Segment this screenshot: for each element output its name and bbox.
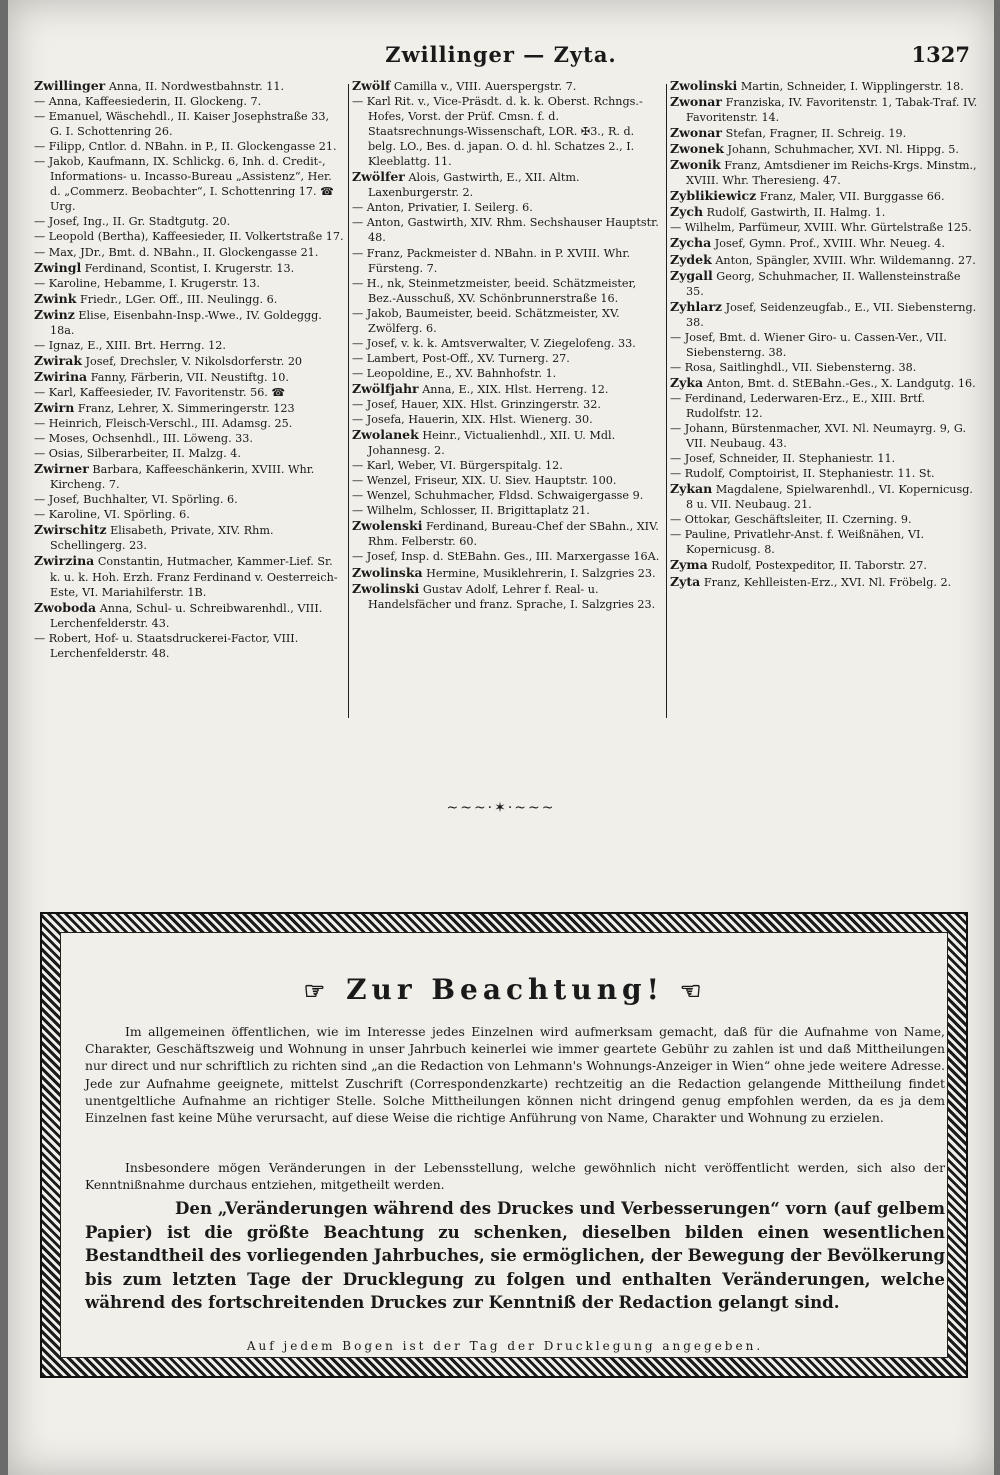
entry-details: — Emanuel, Wäschehdl., II. Kaiser Josephstraße 33, G. I. Schottenring 26. [34,110,330,139]
entry-details: Franz, Lehrer, X. Simmeringerstr. 123 [77,401,295,415]
directory-entry [34,291,344,307]
entry-details: — Karl, Kaffeesieder, IV. Favoritenstr. 56. ☎ [34,385,286,399]
directory-entry [352,276,662,306]
entry-details: — Wilhelm, Schlosser, II. Brigittaplatz 21. [352,504,590,518]
entry-details: Rudolf, Postexpeditor, II. Taborstr. 27. [711,559,927,573]
directory-entry [34,522,344,553]
entry-surname: Zykan [670,481,713,497]
entry-surname: Zwölf [352,78,391,93]
entry-details: — Anton, Privatier, I. Seilerg. 6. [352,201,533,215]
page-number: 1327 [911,42,970,67]
directory-entry [670,235,980,251]
directory-entry [670,512,980,527]
directory-entry [352,366,662,381]
directory-entry [34,139,344,154]
entry-surname: Zwirner [34,461,89,477]
directory-entry [670,78,980,94]
entry-details: Elisabeth, Private, XIV. Rhm. Schellingerg. 23. [50,524,274,553]
entry-surname: Zych [670,204,704,220]
entry-details: — Wilhelm, Parfümeur, XVIII. Whr. Gürtelstraße 125. [670,221,972,235]
directory-entry [670,330,980,360]
entry-details: — Jakob, Baumeister, beeid. Schätzmeister, XV. Zwölferg. 6. [352,306,620,335]
directory-entry [34,260,344,276]
entry-details: — Wenzel, Schuhmacher, Fldsd. Schwaigergasse 9. [352,489,644,503]
directory-entry [670,421,980,451]
entry-details: — Josef, Insp. d. StEBahn. Ges., III. Marxergasse 16A. [352,550,660,564]
directory-entry [34,446,344,461]
entry-details: Anna, II. Nordwestbahnstr. 11. [108,80,285,93]
directory-entry [352,458,662,473]
entry-surname: Zwolinski [352,580,420,596]
entry-details: — Leopoldine, E., XV. Bahnhofstr. 1. [352,366,557,380]
directory-entry [34,400,344,416]
entry-surname: Zwingl [34,259,82,275]
directory-entry [352,473,662,488]
entry-details: — Robert, Hof- u. Staatsdruckerei-Factor, VIII. Lerchenfelderstr. 48. [34,631,299,660]
column-3 [670,78,980,728]
entry-surname: Zwirina [34,368,88,384]
entry-details: Franz, Maler, VII. Burggasse 66. [759,190,945,204]
directory-entry [670,375,980,391]
entry-details: — Josef, v. k. k. Amtsverwalter, V. Ziegelofeng. 33. [352,336,636,350]
directory-entry [352,565,662,581]
entry-surname: Zwillinger [34,78,106,93]
entry-surname: Zwirn [34,399,75,415]
entry-surname: Zyta [670,573,701,589]
notice-footer: Auf jedem Bogen ist der Tag der Drucklegung angegeben. [246,1339,764,1353]
directory-entry [670,157,980,188]
directory-entry [670,125,980,141]
entry-details: — Karl Rit. v., Vice-Präsdt. d. k. k. Oberst. Rchngs.-Hofes, Vorst. der Prüf. Cmsn. f. d. Staatsrechnungs-Wissenschaft, LOR. ✠3., R. d. belg. LO., Bes. d. japan. O. d. hl. Schatzes 2., I. Kleeblattg. 11. [352,95,643,169]
entry-details: Franz, Amtsdiener im Reichs-Krgs. Minstm., XVIII. Whr. Theresieng. 47. [686,159,977,188]
directory-entry [670,360,980,375]
entry-surname: Zyka [670,374,704,390]
entry-details: — Ottokar, Geschäftsleiter, II. Czerning. 9. [670,513,912,527]
notice-paragraph-2: Insbesondere mögen Veränderungen in der Lebensstellung, welche gewöhnlich nicht veröffentlicht werden, sich also der Kenntnißnahme durchaus entziehen, mitgetheilt werden. [85,1160,945,1193]
entry-details: Martin, Schneider, I. Wipplingerstr. 18. [740,80,964,93]
entry-details: — Ignaz, E., XIII. Brt. Herrng. 12. [34,338,226,352]
directory-entry [352,351,662,366]
entry-details: — Rudolf, Comptoirist, II. Stephaniestr. 11. St. [670,467,935,481]
entry-details: — Josefa, Hauerin, XIX. Hlst. Wienerg. 30. [352,413,593,427]
directory-entry [352,246,662,276]
directory-entry [352,503,662,518]
entry-details: Anna, E., XIX. Hlst. Herreng. 12. [422,382,609,396]
entry-details: Anton, Bmt. d. StEBahn.-Ges., X. Landgutg. 16. [706,376,976,390]
entry-details: — Anton, Gastwirth, XIV. Rhm. Sechshauser Hauptstr. 48. [352,216,659,245]
directory-entry [34,94,344,109]
entry-surname: Zyma [670,557,708,573]
entry-details: — Josef, Hauer, XIX. Hlst. Grinzingerstr. 32. [352,397,601,411]
entry-surname: Zwoboda [34,599,97,615]
entry-details: — Osias, Silberarbeiter, II. Malzg. 4. [34,447,241,461]
entry-details: Gustav Adolf, Lehrer f. Real- u. Handelsfächer und franz. Sprache, I. Salzgries 23. [368,582,656,611]
directory-entry [670,299,980,330]
directory-entry [34,600,344,631]
directory-entry [34,154,344,214]
entry-details: — Ferdinand, Lederwaren-Erz., E., XIII. Brtf. Rudolfstr. 12. [670,391,925,420]
entry-details: — Max, JDr., Bmt. d. NBahn., II. Glockengasse 21. [34,245,319,259]
running-title: Zwillinger — Zyta. [385,42,617,67]
directory-columns [34,78,980,728]
entry-details: Anna, Schul- u. Schreibwarenhdl., VIII. Lerchenfelderstr. 43. [50,601,323,630]
notice-heading [61,973,949,1006]
entry-details: — Lambert, Post-Off., XV. Turnerg. 27. [352,351,570,365]
notice-inner [60,932,948,1358]
entry-details: Camilla v., VIII. Auerspergstr. 7. [393,80,577,93]
entry-details: — Josef, Buchhalter, VI. Spörling. 6. [34,493,238,507]
notice-box [40,912,968,1378]
directory-entry [670,557,980,573]
entry-details: — Pauline, Privatlehr-Anst. f. Weißnähen, VI. Kopernicusg. 8. [670,528,925,557]
directory-entry [352,215,662,245]
page-header [8,42,994,74]
entry-details: — Josef, Ing., II. Gr. Stadtgutg. 20. [34,215,231,229]
notice-title: Zur Beachtung! [346,973,664,1006]
entry-details: Josef, Drechsler, V. Nikolsdorferstr. 20 [85,354,303,368]
directory-entry [352,381,662,397]
entry-details: — Moses, Ochsenhdl., III. Löweng. 33. [34,432,253,446]
directory-entry [670,451,980,466]
entry-details: — Karl, Weber, VI. Bürgerspitalg. 12. [352,459,563,473]
directory-entry [670,204,980,220]
entry-surname: Zwolinski [670,78,738,93]
entry-details: — Leopold (Bertha), Kaffeesieder, II. Volkertstraße 17. [34,230,344,244]
entry-surname: Zwink [34,290,77,306]
entry-details: Ferdinand, Bureau-Chef der SBahn., XIV. Rhm. Felberstr. 60. [368,520,659,549]
entry-details: Heinr., Victualienhdl., XII. U. Mdl. Johannesg. 2. [368,429,616,458]
directory-entry [670,466,980,481]
directory-entry [670,268,980,299]
directory-entry [352,336,662,351]
entry-details: Johann, Schuhmacher, XVI. Nl. Hippg. 5. [727,143,959,157]
entry-details: — Jakob, Kaufmann, IX. Schlickg. 6, Inh. d. Credit-, Informations- u. Incasso-Bureau „Assistenz“, Her. d. „Commerz. Beobachter“, I. Schottenring 17. ☎ Urg. [34,155,335,214]
directory-entry [352,518,662,549]
entry-surname: Zwonar [670,94,722,110]
entry-details: — Franz, Packmeister d. NBahn. in P. XVIII. Whr. Fürsteng. 7. [352,246,631,275]
entry-details: Fanny, Färberin, VII. Neustiftg. 10. [90,370,289,384]
entry-details: — Karoline, Hebamme, I. Krugerstr. 13. [34,276,260,290]
directory-entry [34,369,344,385]
entry-details: — Josef, Bmt. d. Wiener Giro- u. Cassen-Ver., VII. Siebensterng. 38. [670,330,947,359]
notice-paragraph-3: Den „Veränderungen während des Druckes und Verbesserungen“ vorn (auf gelbem Papier) ist die größte Beachtung zu schenken, dieselben bilden einen wesentlichen Bestandtheil des vorliegenden Jahrbuches, sie ermöglichen, der Bewegung der Bevölkerung bis zum letzten Tage der Drucklegung zu folgen und enthalten Veränderungen, welche während des fortschreitenden Druckes zur Kenntniß der Redaction gelangt sind. [85,1198,945,1312]
entry-details: Josef, Seidenzeugfab., E., VII. Siebensterng. 38. [686,300,977,329]
entry-details: — Heinrich, Fleisch-Verschl., III. Adamsg. 25. [34,417,293,431]
entry-surname: Zydek [670,251,712,267]
entry-surname: Zwolinska [352,564,423,580]
entry-surname: Zwirak [34,352,82,368]
directory-entry [670,481,980,512]
directory-entry [34,245,344,260]
directory-entry [352,169,662,200]
entry-details: — Rosa, Saitlinghdl., VII. Siebensterng. 38. [670,360,917,374]
pointing-hand-left-icon: ☜ [679,976,707,1005]
entry-surname: Zwölfer [352,169,405,185]
directory-entry [34,338,344,353]
column-2 [352,78,662,728]
directory-entry [670,141,980,157]
entry-details: — Johann, Bürstenmacher, XVI. Nl. Neumayrg. 9, G. VII. Neubaug. 43. [670,422,967,451]
directory-entry [352,412,662,427]
directory-entry [34,109,344,139]
entry-surname: Zwonek [670,141,724,157]
directory-entry [34,307,344,338]
entry-surname: Zwolenski [352,518,423,534]
entry-details: Anton, Spängler, XVIII. Whr. Wildemanng. 27. [715,253,976,267]
column-divider [666,84,667,718]
entry-surname: Zwonik [670,157,721,173]
entry-surname: Zwinz [34,306,75,322]
entry-details: Magdalene, Spielwarenhdl., VI. Kopernicusg. 8 u. VII. Neubaug. 21. [686,483,973,512]
directory-entry [352,549,662,564]
entry-details: — Filipp, Cntlor. d. NBahn. in P., II. Glockengasse 21. [34,140,337,154]
directory-entry [670,574,980,590]
entry-details: — Anna, Kaffeesiederin, II. Glockeng. 7. [34,95,262,109]
entry-details: Georg, Schuhmacher, II. Wallensteinstraße 35. [686,269,961,298]
entry-details: Franziska, IV. Favoritenstr. 1, Tabak-Traf. IV. Favoritenstr. 14. [686,96,978,125]
entry-details: Josef, Gymn. Prof., XVIII. Whr. Neueg. 4. [714,237,945,251]
entry-surname: Zwolanek [352,427,419,443]
directory-entry [670,252,980,268]
directory-entry [670,188,980,204]
directory-entry [352,397,662,412]
directory-entry [352,78,662,94]
column-divider [348,84,349,718]
directory-entry [352,488,662,503]
directory-entry [34,553,344,599]
directory-entry [34,78,344,94]
entry-details: — Josef, Schneider, II. Stephaniestr. 11. [670,452,896,466]
entry-details: Friedr., LGer. Off., III. Neulingg. 6. [79,292,278,306]
pointing-hand-right-icon: ☞ [303,976,331,1005]
notice-paragraph-1: Im allgemeinen öffentlichen, wie im Interesse jedes Einzelnen wird aufmerksam gemacht, daß für die Aufnahme von Name, Charakter, Geschäftszweig und Wohnung in unser Jahrbuch keinerlei wie immer geartete Gebühr zu zahlen ist und daß Mittheilungen nur direct und nur schriftlich zu richten sind „an die Redaction von Lehmann's Wohnungs-Anzeiger in Wien“ ohne jede weitere Adresse. Jede zur Aufnahme geeignete, mittelst Zuschrift (Correspondenzkarte) rechtzeitig an die Redaction gelangende Mittheilung findet unentgeltliche Aufnahme an richtiger Stelle. Solche Mittheilungen können nicht dringend genug empfohlen werden, da es ja dem Einzelnen fast keine Mühe verursacht, auf diese Weise die richtige Anführung von Name, Charakter und Wohnung zu erzielen. [85,1024,945,1126]
directory-entry [670,94,980,125]
directory-entry [34,507,344,522]
directory-entry [352,200,662,215]
directory-entry [352,427,662,458]
entry-surname: Zygall [670,267,713,283]
entry-details: Hermine, Musiklehrerin, I. Salzgries 23. [426,566,656,580]
directory-entry [34,492,344,507]
directory-entry [34,461,344,492]
directory-entry [670,391,980,421]
entry-surname: Zwirzina [34,553,95,569]
directory-entry [670,220,980,235]
directory-entry [34,353,344,369]
entry-details: Barbara, Kaffeeschänkerin, XVIII. Whr. Kircheng. 7. [50,463,315,492]
entry-details: — Wenzel, Friseur, XIX. U. Siev. Hauptstr. 100. [352,474,617,488]
directory-page [8,0,994,1475]
entry-details: Rudolf, Gastwirth, II. Halmg. 1. [706,206,886,220]
entry-details: Elise, Eisenbahn-Insp.-Wwe., IV. Goldeggg. 18a. [50,308,322,337]
ornament-divider: ~~~·✶·~~~ [446,800,556,816]
directory-entry [34,229,344,244]
entry-details: — H., nk, Steinmetzmeister, beeid. Schätzmeister, Bez.-Ausschuß, XV. Schönbrunnerstraße 16. [352,276,637,305]
directory-entry [352,306,662,336]
directory-entry [34,214,344,229]
entry-details: Alois, Gastwirth, E., XII. Altm. Laxenburgerstr. 2. [368,171,580,200]
entry-details: Ferdinand, Scontist, I. Krugerstr. 13. [84,261,295,275]
directory-entry [34,385,344,400]
entry-details: — Karoline, VI. Spörling. 6. [34,508,190,522]
entry-details: Stefan, Fragner, II. Schreig. 19. [725,127,907,141]
entry-surname: Zyhlarz [670,298,723,314]
directory-entry [352,94,662,169]
directory-entry [670,527,980,557]
entry-surname: Zycha [670,235,712,251]
entry-surname: Zwonar [670,125,722,141]
entry-details: Constantin, Hutmacher, Kammer-Lief. Sr. k. u. k. Hoh. Erzh. Franz Ferdinand v. Oesterreich-Este, VI. Mariahilferstr. 1B. [50,555,338,599]
entry-surname: Zyblikiewicz [670,188,757,204]
entry-surname: Zwölfjahr [352,380,419,396]
directory-entry [34,276,344,291]
directory-entry [34,431,344,446]
directory-entry [352,581,662,612]
directory-entry [34,631,344,661]
entry-details: Franz, Kehlleisten-Erz., XVI. Nl. Fröbelg. 2. [703,575,952,589]
entry-surname: Zwirschitz [34,522,107,538]
column-1 [34,78,344,728]
directory-entry [34,416,344,431]
